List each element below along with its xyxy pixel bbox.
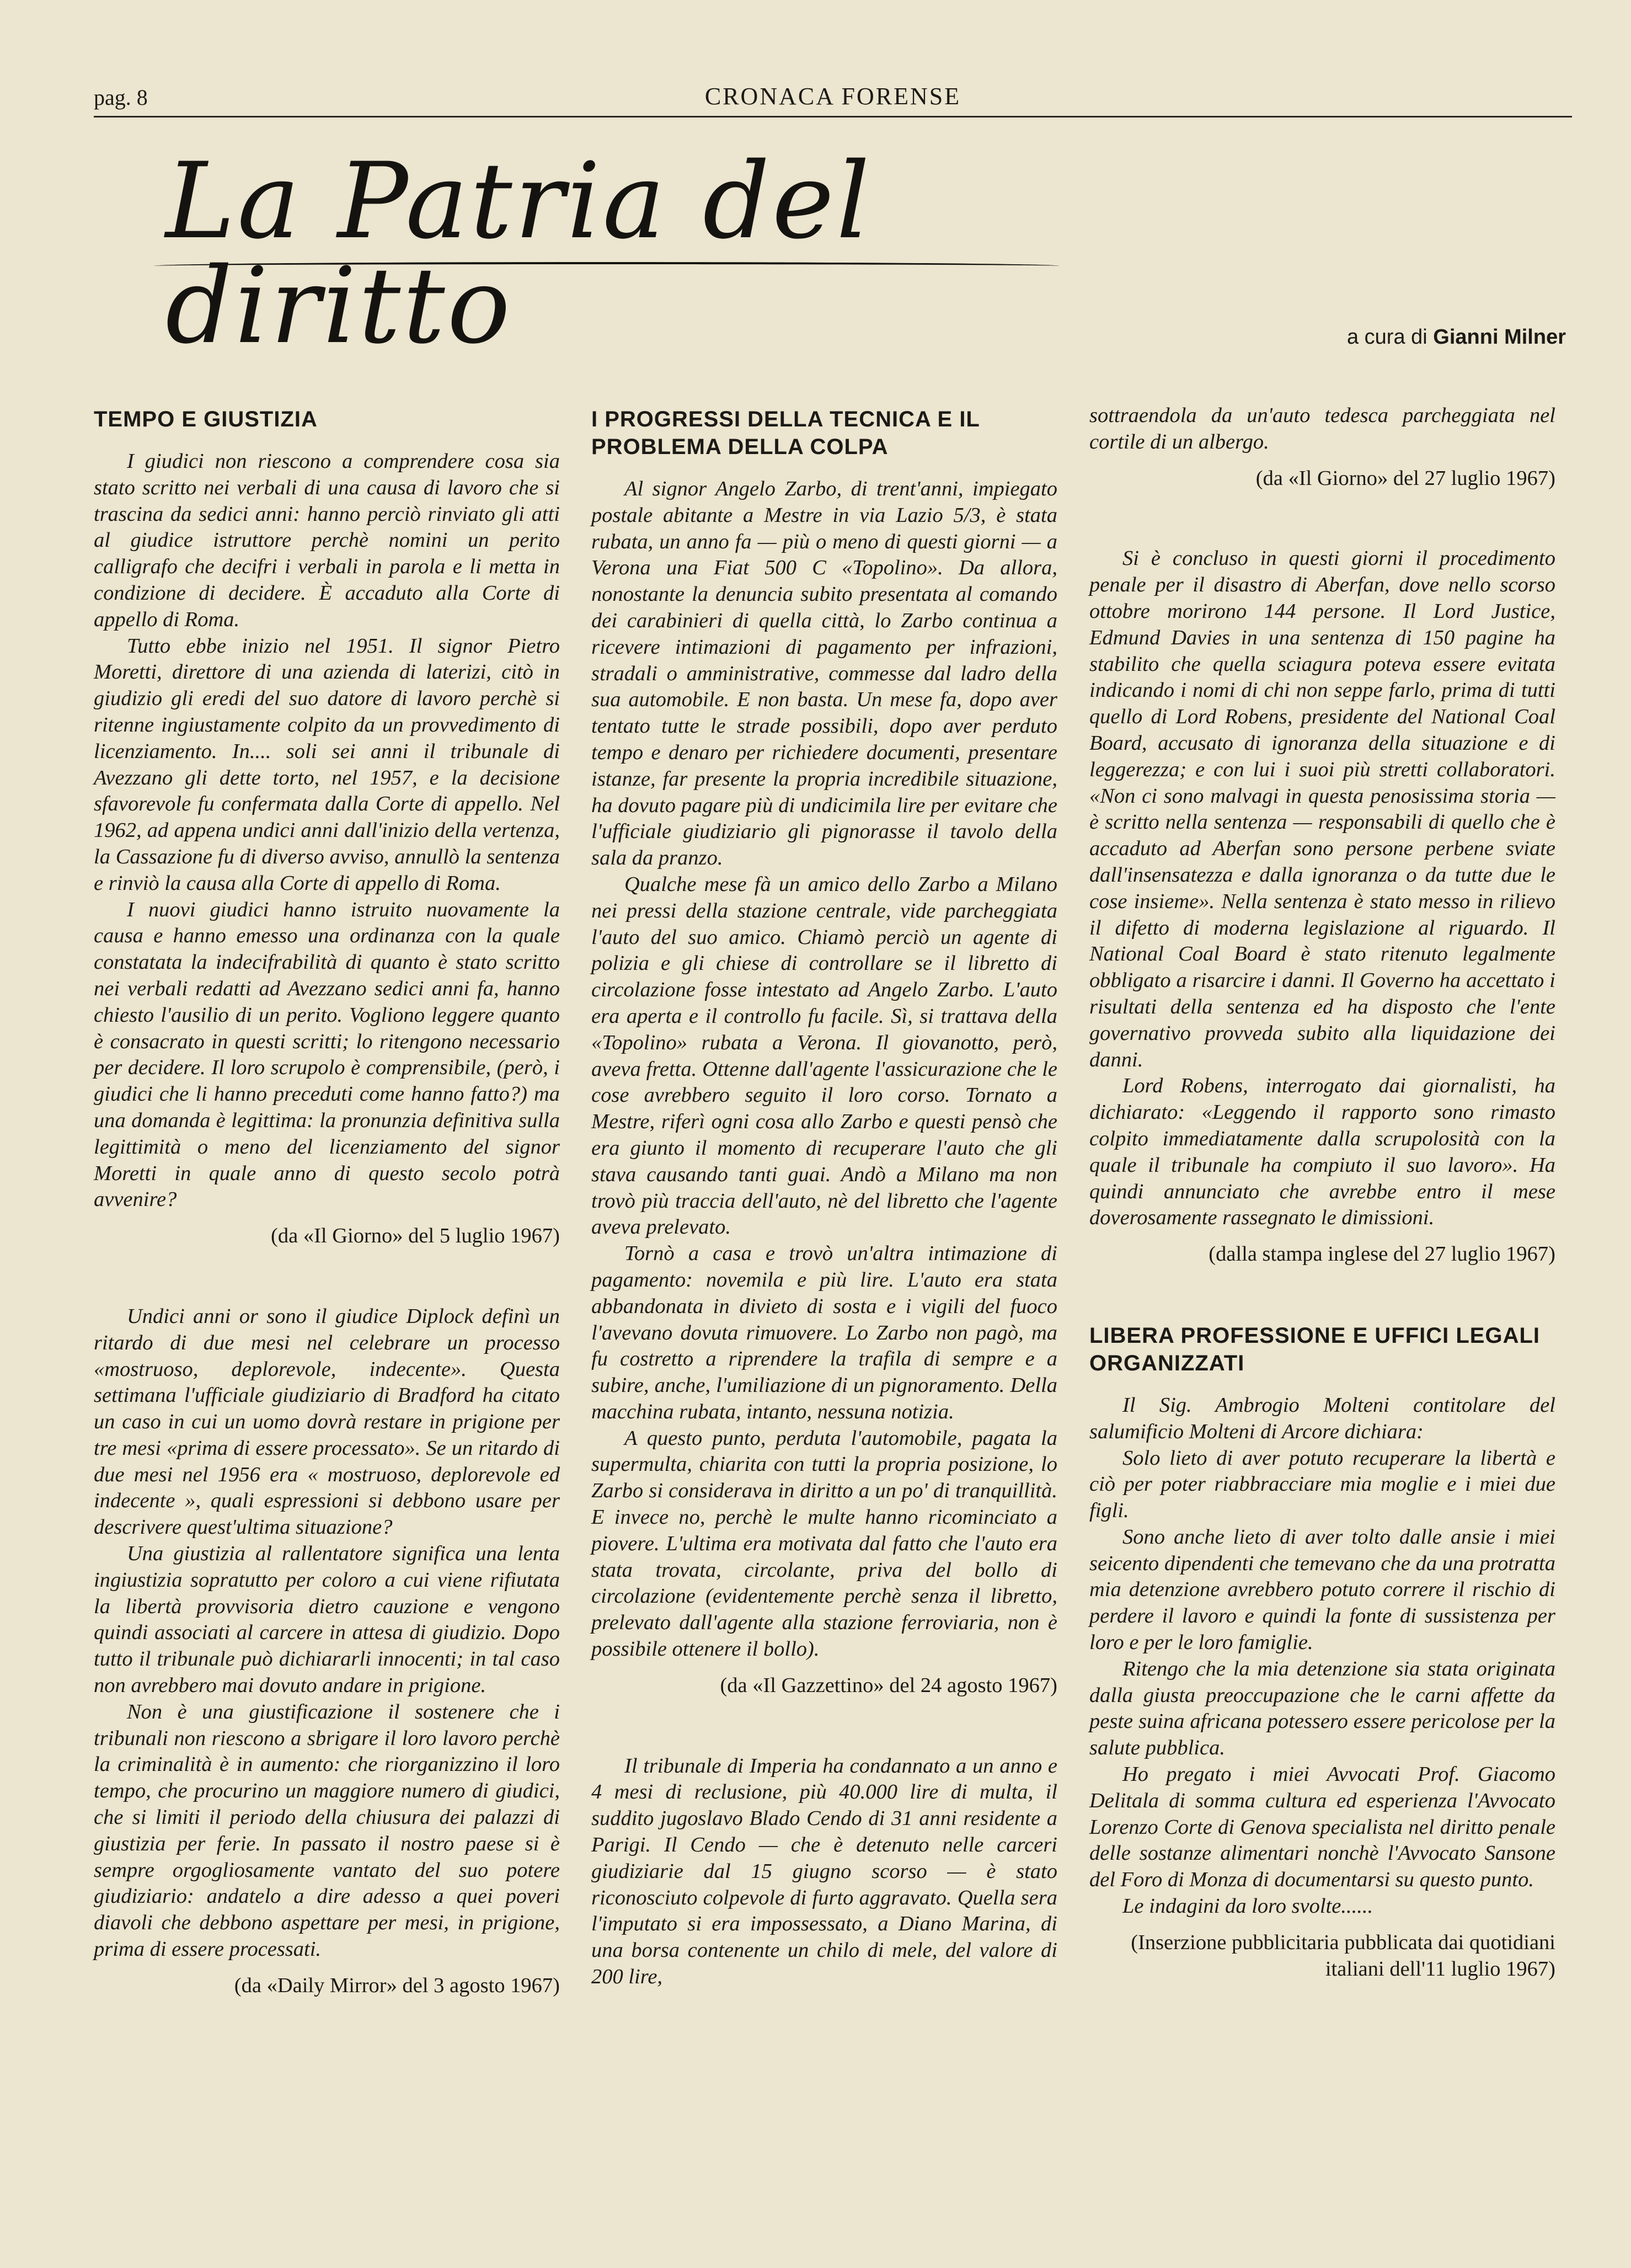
paragraph: Una giustizia al rallentatore significa una lenta ingiustizia sopratutto per coloro a cui viene rifiutata la libertà provvisoria dietro cauzione e vengono quindi associati al carcere in attesa di giudizio. Dopo tutto il tribunale può dichiararli innocenti; in tal caso non avrebbero mai dovuto andare in prigione.	[94, 1542, 560, 1698]
source-citation: (da «Daily Mirror» del 3 agosto 1967)	[234, 1973, 560, 1997]
journal-name: CRONACA FORENSE	[704, 83, 961, 110]
paragraph: Si è concluso in questi giorni il procedimento penale per il disastro di Aberfan, dove nello scorso ottobre morirono 144 persone. Il Lord Justice, Edmund Davies in una sentenza di 150 pagine ha stabilito che quella sciagura poteva essere evitata indicando i nomi di chi non seppe farlo, prima di tutti quello di Lord Robens, presidente del National Coal Board, accusato di ignoranza della situazione e di leggerezza; e con lui i suoi più stretti collaboratori. «Non ci sono malvagi in questa penosissima storia — è scritto nella sentenza — responsabili di quello che è accaduto ad Aberfan sono persone perbene sviate dall'insensatezza e dalla ignoranza o da tutte due le cose insieme». Nella sentenza è stato messo in rilievo il difetto di moderna legislazione al riguardo. Il National Coal Board è stato ritenuto legalmente obbligato a risarcire i danni. Il Governo ha accettato i risultati della sentenza ed ha disposto che l'ente governativo provveda subito alla liquidazione dei danni.	[1089, 547, 1555, 1071]
page-header	[94, 83, 1572, 118]
paragraph-continued: sottraendola da un'auto tedesca parcheggiata nel cortile di un albergo.	[1089, 404, 1555, 453]
paragraph: Solo lieto di aver potuto recuperare la libertà e ciò per poter riabbracciare mia moglie e i miei due figli.	[1089, 1446, 1555, 1523]
curator-prefix: a cura di	[1346, 325, 1427, 349]
curator-name: Gianni Milner	[1433, 325, 1566, 349]
paragraph: Ritengo che la mia detenzione sia stata originata dalla giusta preoccupazione che le carni affette da peste suina africana potessero essere pericolose per la salute pubblica.	[1089, 1657, 1555, 1760]
paragraph: Tornò a casa e trovò un'altra intimazione di pagamento: novemila e più lire. L'auto era stata abbandonata in divieto di sosta e i vigili del fuoco l'avevano dovuta rimuovere. Lo Zarbo non pagò, ma fu costretto a riprendere la trafila di sempre e a subire, anche, l'umiliazione di un pignoramento. Della macchina rubata, intanto, nessuna notizia.	[591, 1242, 1057, 1423]
title-swash-decoration	[154, 262, 1059, 270]
spacer	[94, 1250, 560, 1304]
paragraph: Al signor Angelo Zarbo, di trent'anni, impiegato postale abitante a Mestre in via Lazio 5/3, è stata rubata, un anno fa — più o meno di questi giorni — a Verona una Fiat 500 C «Topolino». Da allora, nonostante la denuncia subito presentata al comando dei carabinieri di quella città, lo Zarbo continua a ricevere intimazioni di pagamento per infrazioni, stradali o amministrative, commesse dal ladro della sua automobile. E non basta. Un mese fa, dopo aver tentato tutte le strade possibili, dopo aver perduto tempo e denaro per richiedere documenti, presentare istanze, far presente la propria incredibile situazione, ha dovuto pagare più di undicimila lire per evitare che l'ufficiale giudiziario gli pignorasse il tavolo della sala da pranzo.	[591, 477, 1057, 870]
paragraph: Lord Robens, interrogato dai giornalisti, ha dichiarato: «Leggendo il rapporto sono rimasto colpito immediatamente dalla scrupolosità con la quale il tribunale ha compiuto il suo lavoro». Ha quindi annunciato che avrebbe entro il mese doverosamente rassegnato le dimissioni.	[1089, 1074, 1555, 1230]
paragraph: Il Sig. Ambrogio Molteni contitolare del salumificio Molteni di Arcore dichiara:	[1089, 1393, 1555, 1443]
source-citation: (da «Il Giorno» del 5 luglio 1967)	[271, 1224, 560, 1248]
source-citation: (da «Il Gazzettino» del 24 agosto 1967)	[720, 1673, 1057, 1697]
spacer	[1089, 1268, 1555, 1322]
paragraph: Tutto ebbe inizio nel 1951. Il signor Pietro Moretti, direttore di una azienda di laterizi, citò in giudizio gli eredi del suo datore di lavoro perchè si ritenne ingiustamente colpito da un provvedimento di licenziamento. In.... soli sei anni il tribunale di Avezzano gli dette torto, nel 1957, e la decisione sfavorevole fu confermata dalla Corte di appello. Nel 1962, ad appena undici anni dall'inizio della vertenza, la Cassazione fu di diverso avviso, annullò la sentenza e rinviò la causa alla Corte di appello di Roma.	[94, 634, 560, 895]
column-2	[591, 405, 1057, 1990]
page-number: pag. 8	[94, 85, 148, 110]
column-3	[1089, 403, 1555, 1982]
paragraph: Undici anni or sono il giudice Diplock definì un ritardo di due mesi nel celebrare un processo «mostruoso, deplorevole, indecente». Questa settimana l'ufficiale giudiziario di Bradford ha citato un caso in cui un uomo dovrà restare in prigione per tre mesi «prima di essere processato». Se un ritardo di due mesi nel 1956 era « mostruoso, deplorevole ed indecente », quali espressioni si debbono usare per descrivere quest'ultima situazione?	[94, 1304, 560, 1539]
paragraph: Non è una giustificazione il sostenere che i tribunali non riescono a sbrigare il loro lavoro perchè la criminalità è in aumento: che riorganizzino il loro tempo, che procurino un maggiore numero di giudici, che si limiti il periodo della chiusura dei palazzi di giustizia per ferie. In passato il nostro paese si è sempre orgogliosamente vantato del suo potere giudiziario: andatelo a dire adesso a quei poveri diavoli che debbono aspettare per mesi, in prigione, prima di essere processati.	[94, 1700, 560, 1961]
spacer	[1089, 492, 1555, 546]
article-heading: I PROGRESSI DELLA TECNICA E IL PROBLEMA DELLA COLPA	[591, 407, 980, 459]
paragraph: Ho pregato i miei Avvocati Prof. Giacomo Delitala di somma cultura ed esperienza l'Avvocato Lorenzo Corte di Genova specialista nel diritto penale delle sostanze alimentari nonchè l'Avvocato Sansone del Foro di Monza di documentarsi su questo punto.	[1089, 1763, 1555, 1892]
rubric-title-text: La Patria del diritto	[165, 140, 872, 367]
source-citation: (Inserzione pubblicitaria pubblicata dai quotidiani italiani dell'11 luglio 1967)	[1131, 1930, 1555, 1981]
paragraph: A questo punto, perduta l'automobile, pagata la supermulta, chiarita con tutti la propria posizione, lo Zarbo si considerava in diritto a un po' di tranquillità. E invece no, perchè le multe hanno ricominciato a piovere. L'ultima era motivata dal fatto che l'auto era stata trovata, circolante, priva del bollo di circolazione (evidentemente perchè senza il libretto, prelevato dall'agente alla stazione ferroviaria, non è possibile ottenere il bollo).	[591, 1426, 1057, 1661]
paragraph: Il tribunale di Imperia ha condannato a un anno e 4 mesi di reclusione, più 40.000 lire di multa, il suddito jugoslavo Blado Cendo di 31 anni residente a Parigi. Il Cendo — che è detenuto nelle carceri giudiziarie dal 15 giugno scorso — è stato riconosciuto colpevole di furto aggravato. Quella sera l'imputato si era impossessato, a Diano Marina, di una borsa contenente un chilo di mele, del valore di 200 lire,	[591, 1754, 1057, 1989]
rubric-title	[165, 140, 1103, 367]
curator-credit	[1347, 325, 1566, 349]
article-heading: LIBERA PROFESSIONE E UFFICI LEGALI ORGANIZZATI	[1089, 1323, 1541, 1375]
source-citation: (da «Il Giorno» del 27 luglio 1967)	[1255, 466, 1555, 490]
source-citation: (dalla stampa inglese del 27 luglio 1967)	[1208, 1242, 1555, 1266]
paragraph: Le indagini da loro svolte......	[1122, 1895, 1373, 1918]
article-heading: TEMPO E GIUSTIZIA	[94, 407, 318, 431]
spacer	[591, 1699, 1057, 1753]
paragraph: Qualche mese fà un amico dello Zarbo a Milano nei pressi della stazione centrale, vide parcheggiata l'auto del suo amico. Chiamò perciò un agente di polizia e gli chiese di controllare se il libretto di circolazione fosse intestato ad Angelo Zarbo. L'auto era aperta e il controllo fu facile. Sì, si trattava della «Topolino» rubata a Verona. Il giovanotto, però, aveva fretta. Ottenne dall'agente l'assicurazione che le cose avrebbero seguito il loro corso. Tornato a Mestre, riferì ogni cosa allo Zarbo e questi pensò che era giunto il momento di recuperare l'auto che gli stava causando tanti guai. Andò a Milano ma non trovò più traccia dell'auto, nè del libretto che l'agente aveva prelevato.	[591, 872, 1057, 1239]
paragraph: I giudici non riescono a comprendere cosa sia stato scritto nei verbali di una causa di lavoro che si trascina da sedici anni: hanno perciò rinviato gli atti al giudice istruttore perchè nomini un perito calligrafo che decifri i verbali in parola e li metta in condizione di decidere. È accaduto alla Corte di appello di Roma.	[94, 450, 560, 631]
paragraph: Sono anche lieto di aver tolto dalle ansie i miei seicento dipendenti che temevano che da una protratta mia detenzione avrebbero potuto correre il rischio di perdere il lavoro e quindi la fonte di sussistenza per loro e per le loro famiglie.	[1089, 1525, 1555, 1655]
paragraph: I nuovi giudici hanno istruito nuovamente la causa e hanno emesso una ordinanza con la quale constatata la indecifrabilità di quanto è stato scritto nei verbali redatti ad Avezzano sedici anni fa, hanno chiesto l'ausilio di un perito. Vogliono leggere quanto è consacrato in questi scritti; lo ritengono necessario per decidere. Il loro scrupolo è comprensibile, (però, i giudici che li hanno preceduti come hanno fatto?) ma una domanda è legittima: la pronunzia definitiva sulla legittimità o meno del licenziamento del signor Moretti in quale anno di questo secolo potrà avvenire?	[94, 898, 560, 1212]
column-1	[94, 405, 560, 1999]
